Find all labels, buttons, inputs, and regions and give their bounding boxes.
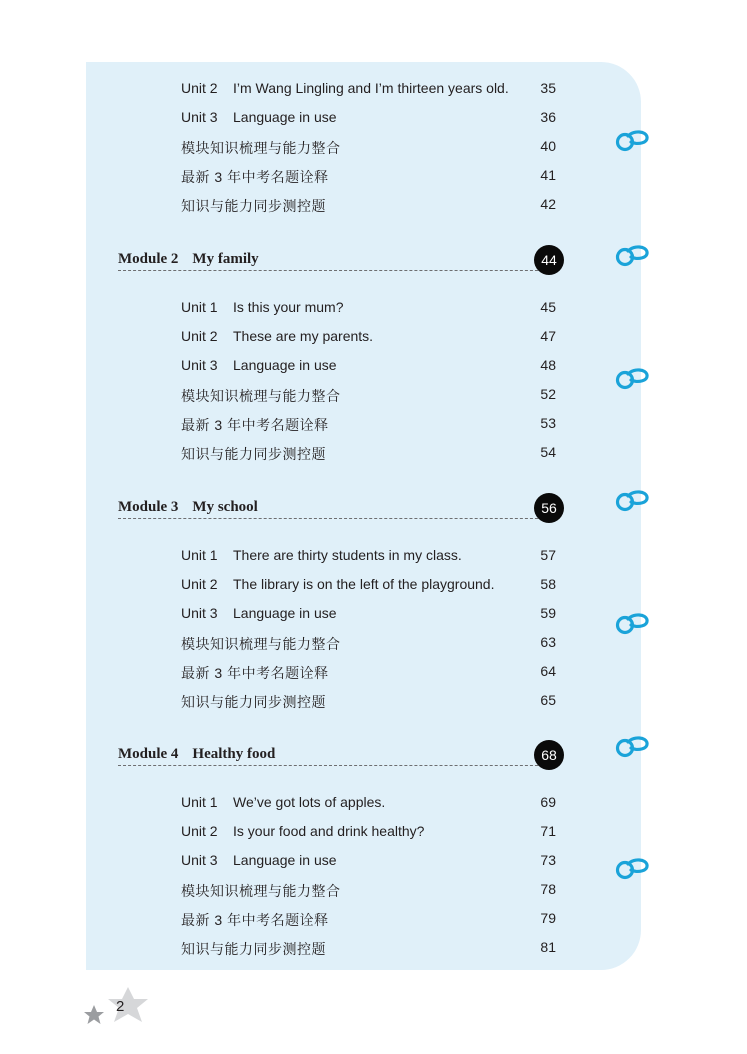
page-ref: 35 xyxy=(540,80,556,96)
page-ref: 36 xyxy=(540,109,556,125)
toc-entry[interactable] xyxy=(181,939,556,959)
unit-title: Language in use xyxy=(233,852,337,868)
binder-ring-icon xyxy=(614,488,650,512)
module-heading[interactable] xyxy=(118,741,564,771)
toc-entry[interactable] xyxy=(181,852,556,872)
toc-entry[interactable] xyxy=(181,80,556,100)
toc-entry[interactable] xyxy=(181,794,556,814)
section-title: 知识与能力同步测控题 xyxy=(181,446,326,462)
unit-number: Unit 3 xyxy=(181,605,218,621)
toc-entry[interactable] xyxy=(181,138,556,158)
toc-entry[interactable] xyxy=(181,881,556,901)
toc-entry[interactable] xyxy=(181,328,556,348)
binder-ring-icon xyxy=(614,243,650,267)
page-ref: 71 xyxy=(540,823,556,839)
page-ref: 54 xyxy=(540,444,556,460)
page-ref: 40 xyxy=(540,138,556,154)
binder-ring-icon xyxy=(614,734,650,758)
unit-number: Unit 2 xyxy=(181,80,218,96)
toc-entry[interactable] xyxy=(181,910,556,930)
page-ref: 65 xyxy=(540,692,556,708)
section-title: 最新 3 年中考名题诠释 xyxy=(181,665,329,681)
section-title: 知识与能力同步测控题 xyxy=(181,198,326,214)
dashed-divider xyxy=(118,270,548,271)
unit-title: These are my parents. xyxy=(233,328,374,344)
page-ref: 45 xyxy=(540,299,556,315)
toc-entry[interactable] xyxy=(181,415,556,435)
unit-title: Language in use xyxy=(233,357,337,373)
binder-ring-icon xyxy=(614,856,650,880)
section-title: 模块知识梳理与能力整合 xyxy=(181,140,341,156)
module-page-badge: 56 xyxy=(534,493,564,523)
dashed-divider xyxy=(118,765,548,766)
page-ref: 48 xyxy=(540,357,556,373)
page-ref: 73 xyxy=(540,852,556,868)
toc-entry[interactable] xyxy=(181,547,556,567)
page-number: 2 xyxy=(116,998,125,1015)
binder-ring-icon xyxy=(614,366,650,390)
binder-ring-icon xyxy=(614,611,650,635)
page-ref: 53 xyxy=(540,415,556,431)
page-ref: 78 xyxy=(540,881,556,897)
toc-entry[interactable] xyxy=(181,663,556,683)
toc-entry[interactable] xyxy=(181,109,556,129)
unit-title: Is this your mum? xyxy=(233,299,344,315)
toc-entry[interactable] xyxy=(181,634,556,654)
unit-number: Unit 1 xyxy=(181,794,218,810)
unit-title: We’ve got lots of apples. xyxy=(233,794,386,810)
unit-number: Unit 1 xyxy=(181,299,218,315)
unit-title: I’m Wang Lingling and I’m thirteen years old. xyxy=(233,80,509,96)
section-title: 知识与能力同步测控题 xyxy=(181,941,326,957)
page-ref: 52 xyxy=(540,386,556,402)
toc-entry[interactable] xyxy=(181,357,556,377)
module-number: Module 3 xyxy=(118,499,179,515)
page-ref: 63 xyxy=(540,634,556,650)
unit-number: Unit 1 xyxy=(181,547,218,563)
page-ref: 57 xyxy=(540,547,556,563)
module-title: Healthy food xyxy=(192,746,276,762)
page-ref: 79 xyxy=(540,910,556,926)
unit-title: The library is on the left of the playground. xyxy=(233,576,495,592)
page-ref: 47 xyxy=(540,328,556,344)
toc-entry[interactable] xyxy=(181,196,556,216)
section-title: 模块知识梳理与能力整合 xyxy=(181,883,341,899)
section-title: 知识与能力同步测控题 xyxy=(181,694,326,710)
toc-entry[interactable] xyxy=(181,299,556,319)
module-page-badge: 68 xyxy=(534,740,564,770)
toc-entry[interactable] xyxy=(181,167,556,187)
dashed-divider xyxy=(118,518,548,519)
module-page-badge: 44 xyxy=(534,245,564,275)
page-ref: 69 xyxy=(540,794,556,810)
toc-entry[interactable] xyxy=(181,386,556,406)
page-ref: 81 xyxy=(540,939,556,955)
module-number: Module 4 xyxy=(118,746,179,762)
module-heading[interactable] xyxy=(118,494,564,524)
section-title: 最新 3 年中考名题诠释 xyxy=(181,417,329,433)
unit-title: There are thirty students in my class. xyxy=(233,547,462,563)
unit-number: Unit 2 xyxy=(181,328,218,344)
page-ref: 64 xyxy=(540,663,556,679)
unit-number: Unit 2 xyxy=(181,823,218,839)
section-title: 最新 3 年中考名题诠释 xyxy=(181,912,329,928)
module-title: My school xyxy=(192,499,258,515)
section-title: 模块知识梳理与能力整合 xyxy=(181,388,341,404)
unit-title: Language in use xyxy=(233,605,337,621)
page-ref: 41 xyxy=(540,167,556,183)
page-ref: 59 xyxy=(540,605,556,621)
section-title: 模块知识梳理与能力整合 xyxy=(181,636,341,652)
unit-number: Unit 2 xyxy=(181,576,218,592)
binder-ring-icon xyxy=(614,128,650,152)
unit-number: Unit 3 xyxy=(181,357,218,373)
unit-number: Unit 3 xyxy=(181,852,218,868)
section-title: 最新 3 年中考名题诠释 xyxy=(181,169,329,185)
module-number: Module 2 xyxy=(118,251,179,267)
module-heading[interactable] xyxy=(118,246,564,276)
toc-entry[interactable] xyxy=(181,444,556,464)
page-ref: 58 xyxy=(540,576,556,592)
page-ref: 42 xyxy=(540,196,556,212)
module-title: My family xyxy=(192,251,259,267)
toc-entry[interactable] xyxy=(181,576,556,596)
unit-title: Is your food and drink healthy? xyxy=(233,823,425,839)
unit-number: Unit 3 xyxy=(181,109,218,125)
toc-entry[interactable] xyxy=(181,605,556,625)
toc-entry[interactable] xyxy=(181,692,556,712)
unit-title: Language in use xyxy=(233,109,337,125)
toc-entry[interactable] xyxy=(181,823,556,843)
